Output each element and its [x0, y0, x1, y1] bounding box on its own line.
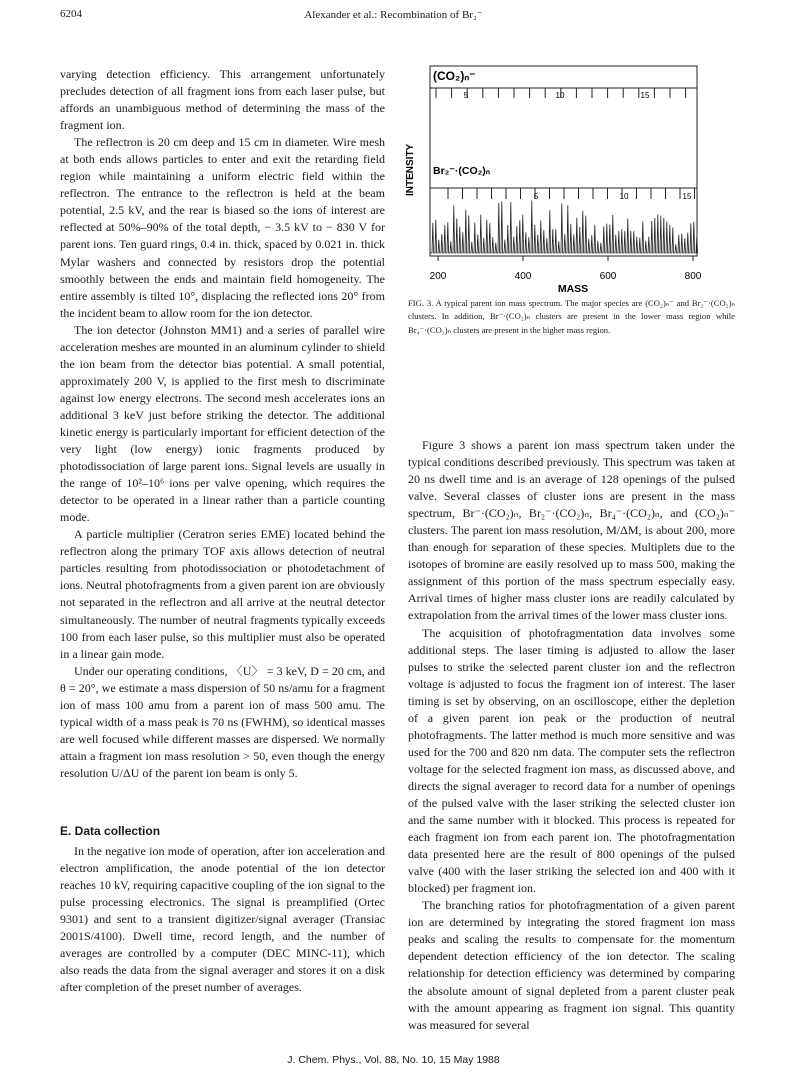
journal-footer: J. Chem. Phys., Vol. 88, No. 10, 15 May 1988: [287, 1054, 500, 1066]
page-number: 6204: [60, 8, 82, 20]
comb-label: 10: [619, 192, 629, 201]
mass-spectrum-figure: [405, 58, 735, 298]
paragraph: The ion detector (Johnston MM1) and a series of parallel wire acceleration meshes are mounted in an aluminum cylinder to shield the ion beam from the detector bias potential. A small potential, approximately 200 V, is applied to the first mesh to discriminate against low energy electrons. The second mesh accelerates ions an additional 3 keV just before striking the detector. The additional kinetic energy is particularly important for efficient detection of the very light (low energy) ionic fragments produced by photodissociation of large parent ions. Signal levels are usually in the range of 10²–10⁶ ions per valve opening, which requires the detector to be operated in a linear rather than a particle counting mode.: [60, 322, 385, 525]
paragraph: The branching ratios for photofragmentation of a given parent ion are determined by integrating the stored fragment ion mass peaks and scaling the results to compensate for the momentum dependent detection efficiency of the ion detector. The scaling relationship for detection efficiency was determined by comparing the absolute amount of signal depleted from a parent cluster peak with the amount appearing as fragment ion signal. This quantity was measured for several: [408, 898, 735, 1032]
paragraph: The reflectron is 20 cm deep and 15 cm in diameter. Wire mesh at both ends allows particles to enter and exit the retarding field region while maintaining a uniform electric field within the reflectron. The entrance to the reflectron is held at the beam potential, 2.5 kV, and the rear is biased so the ions of interest are reflected at 50%–90% of the total depth, − 3.5 kV to − 830 V for parent ions. Ten guard rings, 0.4 in. thick, spaced by 0.021 in. thick Mylar washers and connected by resistors drop the potential smoothly between the ends and maintain field homogeneity. The entire assembly is tilted 10°, displacing the reflected ions 20° from the incident beam to allow room for the ion detector.: [60, 135, 385, 320]
series-label-co2: (CO₂)ₙ⁻: [433, 69, 476, 83]
comb-label: 15: [640, 91, 650, 100]
figure-caption: FIG. 3. A typical parent ion mass spectrum. The major species are (CO₂)ₙ⁻ and Br₂⁻·(CO₂)ₙ clusters. In addition, Br⁻·(CO₂)ₙ clusters are present in the lower mass region while Br₄⁻·(CO₂)ₙ clusters are present in the higher mass region.: [408, 298, 735, 335]
paragraph: A particle multiplier (Ceratron series EME) located behind the reflectron along the primary TOF axis allows detection of neutral particles resulting from photodissociation or photodetachment of ions. Neutral photofragments from a given parent ion are obviously not separated in the reflectron and all arrive at the neutral detector simultaneously. The number of neutral fragments typically exceeds 100 from each laser pulse, so this multiplier must also be operated in a linear gain mode.: [60, 527, 385, 661]
section-heading: E. Data collection: [60, 823, 161, 838]
paragraph: Under our operating conditions, 〈U〉 = 3 keV, D = 20 cm, and θ = 20°, we estimate a mass dispersion of 50 ns/amu for a fragment ion of mass 100 amu from a parent ion of mass 500 amu. The typical width of a mass peak is 70 ns (FWHM), so identical masses are well focused while different masses are dispersed. We normally attain a fragment ion mass resolution > 50, even though the energy resolution U/ΔU of the parent ion beam is only 5.: [60, 663, 385, 780]
comb-label: 5: [533, 192, 539, 201]
comb-label: 5: [463, 91, 469, 100]
series-label-br2-co2: Br₂⁻·(CO₂)ₙ: [433, 165, 490, 177]
paragraph: In the negative ion mode of operation, after ion acceleration and electron amplification, the anode potential of the ion detector reaches 10 kV, requiring capacitive coupling of the ion signal to the pulse processing electronics. The signal is preamplified (Ortec 9301) and sent to a transient digitizer/signal averager (Transiac 2001S/4100). Dwell time, record length, and the number of averages are controlled by a computer (DEC MINC-11), which also reads the data from the signal averager and stores it on a disk after completion of the preset number of averages.: [60, 843, 385, 995]
x-axis-label: MASS: [557, 283, 589, 295]
page-header: [0, 8, 787, 26]
comb-label: 15: [682, 192, 692, 201]
comb-label: 10: [555, 91, 565, 100]
paragraph: varying detection efficiency. This arrangement unfortunately precludes detection of all fragment ions from each laser pulse, but affords an unambiguous method of determining the mass of the fragment ion.: [60, 67, 385, 133]
left-column: [60, 66, 385, 996]
y-axis-label: INTENSITY: [405, 143, 416, 196]
paragraph: The acquisition of photofragmentation data involves some additional steps. The laser timing is adjusted to allow the laser pulses to strike the selected parent cluster ion and the reflectron voltage is adjusted to focus the fragment ion of interest. The laser timing is set by observing, on an oscilloscope, either the depletion of a given parent ion peak or the production of neutral photofragments. The latter method is much more sensitive and was used for the 700 and 820 nm data. The computer sets the reflectron voltage for the selected fragment ion mass, as discussed above, and directs the signal averager to record data for a number of openings of the pulsed valve with the laser striking the selected cluster ion and the same number with it blocked. This process is repeated for each fragment ion from each parent ion. The photofragmentation data presented here are the result of 800 openings of the pulsed valve (400 with the laser striking the selected ion and 400 with it blocked) per fragment ion.: [408, 625, 735, 896]
x-tick-label: 600: [599, 271, 617, 282]
x-tick-label: 200: [429, 271, 447, 282]
right-column: [408, 437, 735, 1034]
paragraph: Figure 3 shows a parent ion mass spectrum taken under the typical conditions described previously. This spectrum was taken at 20 ns dwell time and is an average of 128 openings of the pulsed valve. Several classes of cluster ions are present in the mass spectrum, Br⁻·(CO₂)ₙ, Br₂⁻·(CO₂)ₙ, Br₄⁻·(CO₂)ₙ, and (CO₂)ₙ⁻ clusters. The parent ion mass resolution, M/ΔM, is about 200, more than enough for separation of these species. Multiplets due to the isotopes of bromine are easily resolved up to mass 500, making the assignment of this portion of the mass spectrum especially easy. Arrival times of higher mass cluster ions are readily calculated by extrapolation from the arrival times of the lower mass cluster ions.: [408, 438, 735, 623]
x-tick-label: 400: [514, 271, 532, 282]
mass-spectrum-plot: [405, 58, 735, 298]
x-tick-label: 800: [684, 271, 702, 282]
running-title: Alexander et al.: Recombination of Br₂⁻: [304, 9, 483, 21]
spectrum-trace: [430, 201, 698, 253]
